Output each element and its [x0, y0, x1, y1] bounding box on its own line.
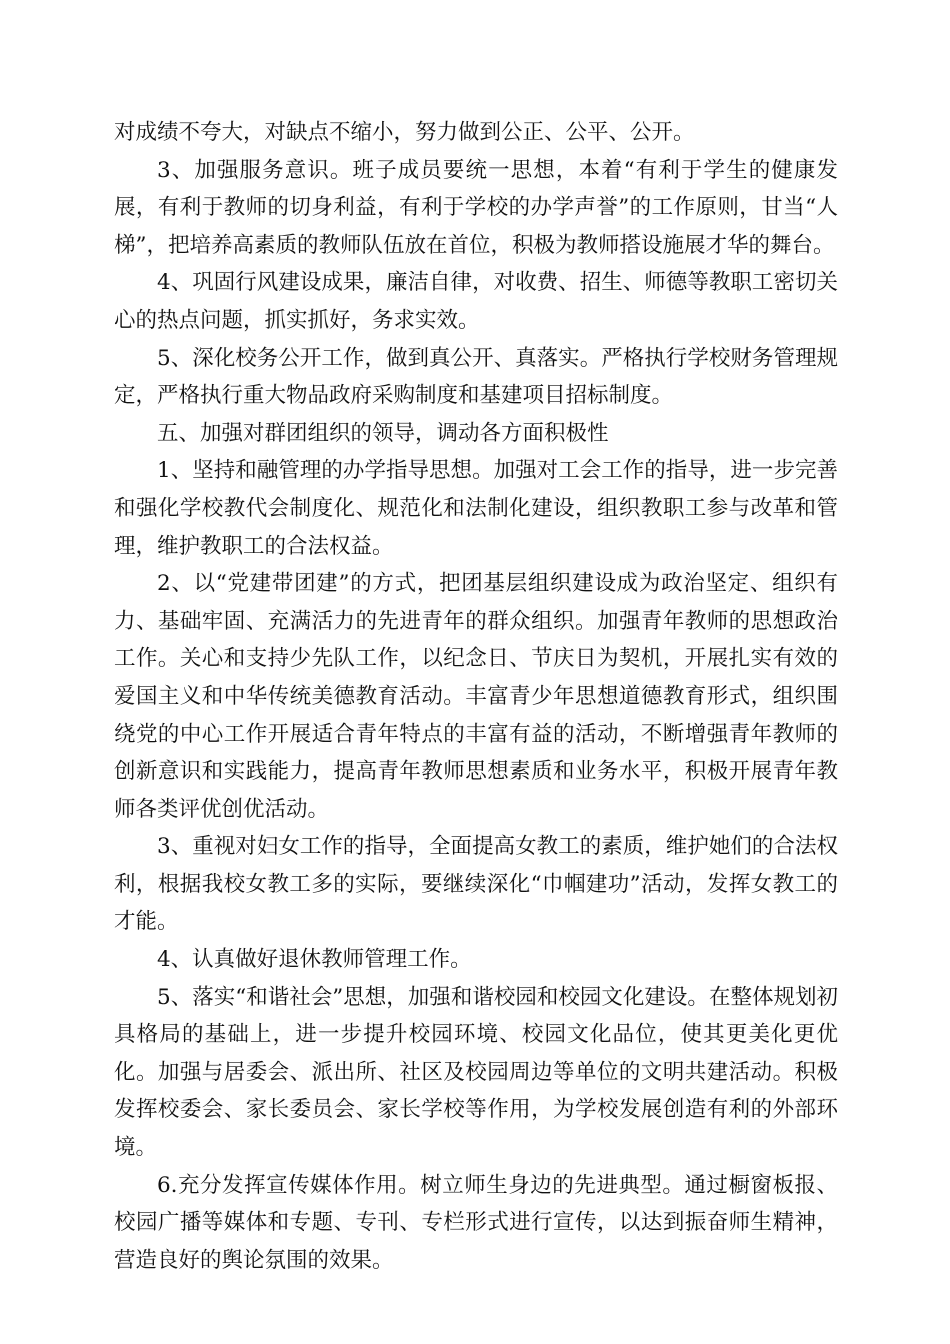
paragraph-women-work: 3、重视对妇女工作的指导，全面提高女教工的素质，维护她们的合法权利，根据我校女教工多的实际，要继续深化“巾帼建功”活动，发挥女教工的才能。	[114, 834, 838, 935]
paragraph-retired-teachers: 4、认真做好退休教师管理工作。	[157, 947, 472, 973]
paragraph-service-awareness: 3、加强服务意识。班子成员要统一思想，本着“有利于学生的健康发展，有利于教师的切身利益，有利于学校的办学声誉”的工作原则，甘当“人梯”，把培养高素质的教师队伍放在首位，积极为教师搭设施展才华的舞台。	[114, 157, 838, 258]
paragraph-harmonious-campus: 5、落实“和谐社会”思想，加强和谐校园和校园文化建设。在整体规划初具格局的基础上，进一步提升校园环境、校园文化品位，使其更美化更优化。加强与居委会、派出所、社区及校园周边等单位的文明共建活动。积极发挥校委会、家长委员会、家长学校等作用，为学校发展创造有利的外部环境。	[114, 984, 838, 1161]
paragraph-continuation: 对成绩不夸大，对缺点不缩小，努力做到公正、公平、公开。	[114, 120, 695, 145]
document-body	[114, 114, 838, 1279]
section-heading-five: 五、加强对群团组织的领导，调动各方面积极性	[157, 420, 609, 446]
paragraph-publicity-media: 6.充分发挥宣传媒体作用。树立师生身边的先进典型。通过橱窗板报、校园广播等媒体和专题、专刊、专栏形式进行宣传，以达到振奋师生精神，营造良好的舆论氛围的效果。	[114, 1172, 838, 1273]
paragraph-conduct-building: 4、巩固行风建设成果，廉洁自律，对收费、招生、师德等教职工密切关心的热点问题，抓实抓好，务求实效。	[114, 270, 838, 333]
paragraph-affairs-openness: 5、深化校务公开工作，做到真公开、真落实。严格执行学校财务管理规定，严格执行重大物品政府采购制度和基建项目招标制度。	[114, 345, 838, 409]
paragraph-youth-league: 2、以“党建带团建”的方式，把团基层组织建设成为政治坚定、组织有力、基础牢固、充满活力的先进青年的群众组织。加强青年教师的思想政治工作。关心和支持少先队工作，以纪念日、节庆日为契机，开展扎实有效的爱国主义和中华传统美德教育活动。丰富青少年思想道德教育形式，组织围绕党的中心工作开展适合青年特点的丰富有益的活动，不断增强青年教师的创新意识和实践能力，提高青年教师思想素质和业务水平，积极开展青年教师各类评优创优活动。	[114, 571, 838, 822]
paragraph-union-guidance: 1、坚持和融管理的办学指导思想。加强对工会工作的指导，进一步完善和强化学校教代会制度化、规范化和法制化建设，组织教职工参与改革和管理，维护教职工的合法权益。	[114, 458, 838, 559]
